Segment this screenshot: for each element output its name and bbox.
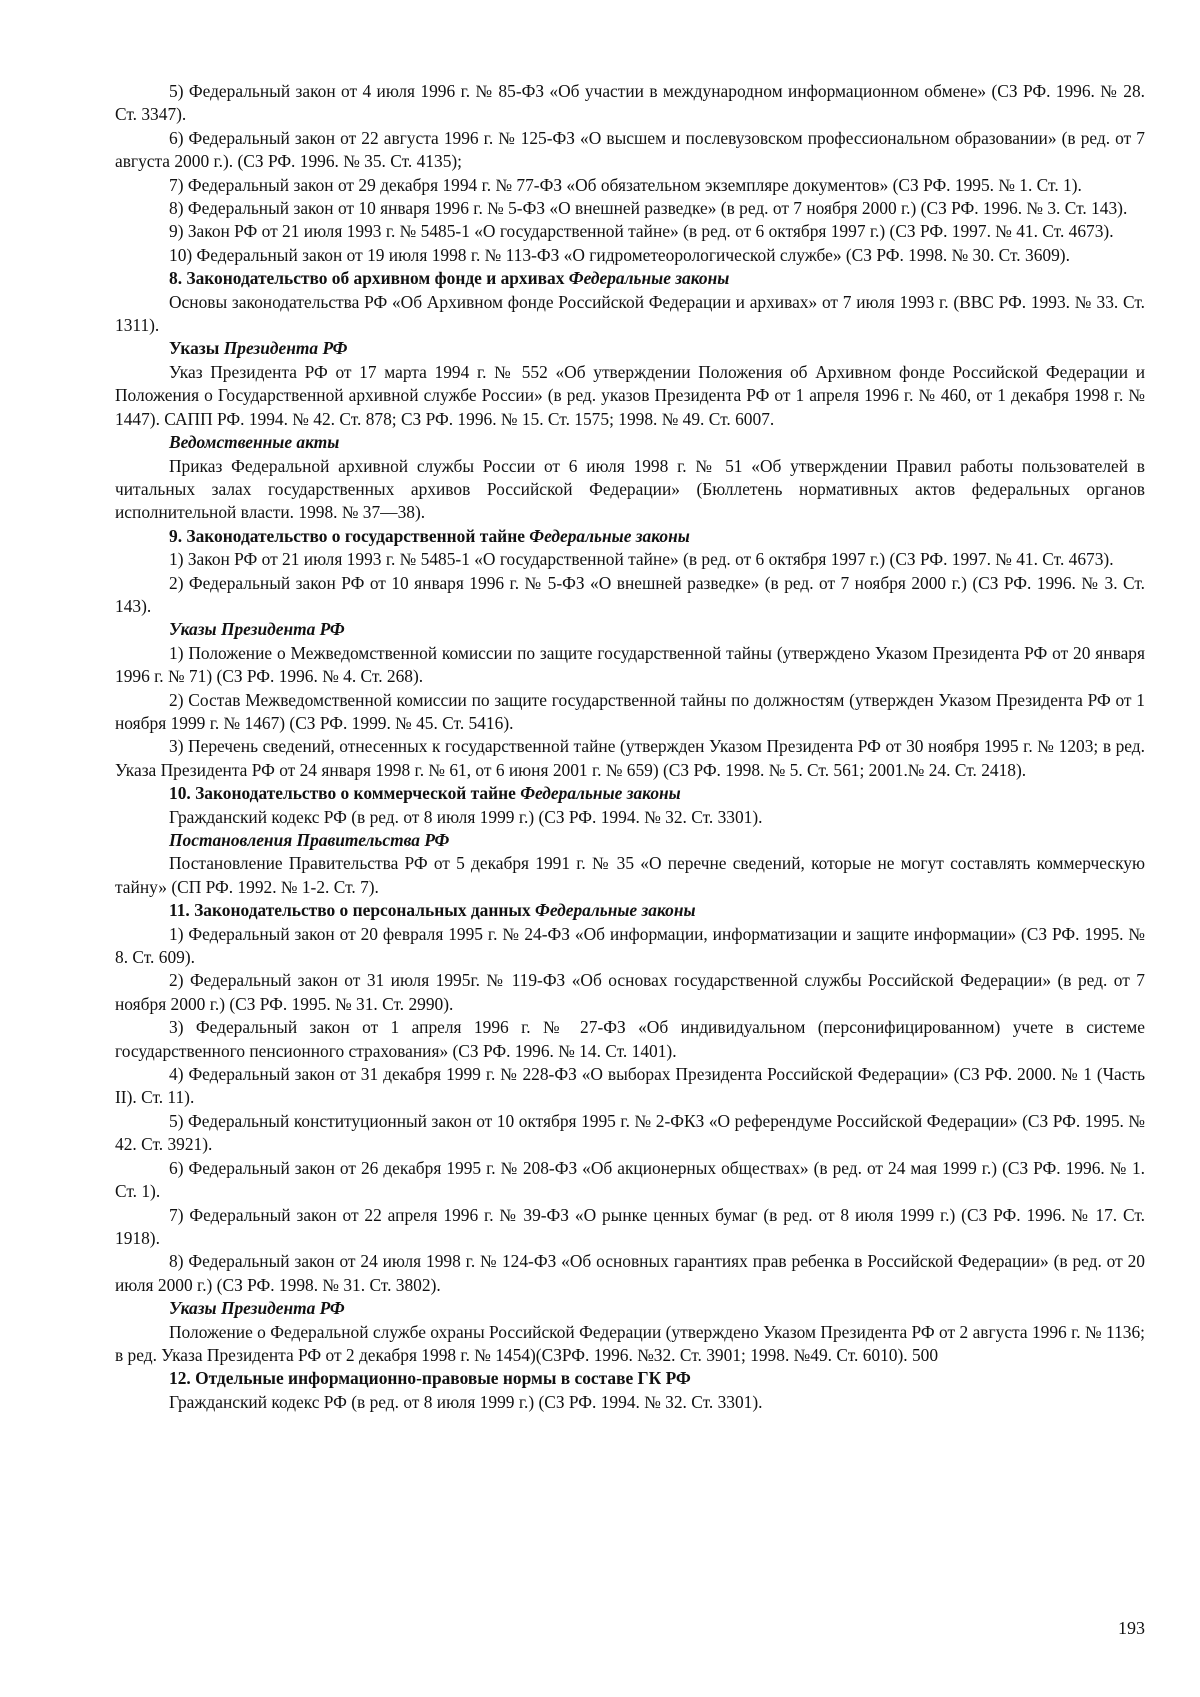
section-subtitle: Федеральные законы [520, 783, 681, 804]
section-title: 8. Законодательство об архивном фонде и архивах [169, 268, 565, 289]
section-title: 10. Законодательство о коммерческой тайне [169, 783, 516, 804]
subsection-heading: Указы Президента РФ [169, 1298, 345, 1319]
section-subtitle: Президента РФ [223, 338, 348, 359]
reference-item: 4) Федеральный закон от 31 декабря 1999 г. № 228-ФЗ «О выборах Президента Российской Федерации» (СЗ РФ. 2000. № 1 (Часть II). Ст. 11). [115, 1064, 1145, 1108]
reference-item: Постановление Правительства РФ от 5 декабря 1991 г. № 35 «О перечне сведений, которые не могут составлять коммерческую тайну» (СП РФ. 1992. № 1-2. Ст. 7). [115, 853, 1145, 897]
reference-item: 3) Федеральный закон от 1 апреля 1996 г. № 27-ФЗ «Об индивидуальном (персонифицированном) учете в системе государственного пенсионного страхования» (СЗ РФ. 1996. № 14. Ст. 1401). [115, 1017, 1145, 1061]
reference-item: 2) Состав Межведомственной комиссии по защите государственной тайны по должностям (утвержден Указом Президента РФ от 1 ноября 1999 г. № 1467) (СЗ РФ. 1999. № 45. Ст. 5416). [115, 689, 1145, 733]
reference-item: 2) Федеральный закон РФ от 10 января 1996 г. № 5-ФЗ «О внешней разведке» (в ред. от 7 ноября 2000 г.) (СЗ РФ. 1996. № 3. Ст. 143). [115, 572, 1145, 616]
section-title: 9. Законодательство о государственной тайне [169, 525, 525, 546]
reference-item: 6) Федеральный закон от 26 декабря 1995 г. № 208-ФЗ «Об акционерных обществах» (в ред. от 24 мая 1999 г.) (СЗ РФ. 1996. № 1. Ст. 1). [115, 1157, 1145, 1202]
reference-item: Положение о Федеральной службе охраны Российской Федерации (утверждено Указом Президента РФ от 2 августа 1996 г. № 1136; в ред. Указа Президента РФ от 2 декабря 1998 г. № 1454)(СЗРФ. 1996. №32. Ст. 3901; 1998. №49. Ст. 6010). 500 [115, 1321, 1145, 1365]
reference-item: 7) Федеральный закон от 29 декабря 1994 г. № 77-ФЗ «Об обязательном экземпляре документов» (СЗ РФ. 1995. № 1. Ст. 1). [169, 174, 1082, 195]
section-subtitle: Федеральные законы [535, 900, 696, 921]
reference-item: Гражданский кодекс РФ (в ред. от 8 июля 1999 г.) (СЗ РФ. 1994. № 32. Ст. 3301). [169, 1391, 763, 1412]
reference-item: Основы законодательства РФ «Об Архивном фонде Российской Федерации и архивах» от 7 июля 1993 г. (ВВС РФ. 1993. № 33. Ст. 1311). [115, 291, 1145, 336]
reference-item: 8) Федеральный закон от 24 июля 1998 г. № 124-ФЗ «Об основных гарантиях прав ребенка в Российской Федерации» (в ред. от 20 июля 2000 г.) (СЗ РФ. 1998. № 31. Ст. 3802). [115, 1251, 1145, 1295]
subsection-heading: Ведомственные акты [169, 432, 340, 453]
reference-item: Указ Президента РФ от 17 марта 1994 г. № 552 «Об утверждении Положения об Архивном фонде Российской Федерации и Положения о Государственной архивной службе России» (в ред. указов Президента РФ от 1 апреля 1996 г. № 460, от 1 декабря 1998 г. № 1447). САПП РФ. 1994. № 42. Ст. 878; СЗ РФ. 1996. № 15. Ст. 1575; 1998. № 49. Ст. 6007. [115, 361, 1145, 429]
subsection-heading: Указы Президента РФ [169, 619, 345, 640]
reference-item: Приказ Федеральной архивной службы России от 6 июля 1998 г. № 51 «Об утверждении Правил работы пользователей в читальных залах государственных архивов Российской Федерации» (Бюллетень нормативных актов федеральных органов исполнительной власти. 1998. № 37—38). [115, 455, 1145, 523]
section-title: 11. Законодательство о персональных данных [169, 900, 531, 921]
subsection-heading: Постановления Правительства РФ [169, 830, 450, 850]
reference-item: Гражданский кодекс РФ (в ред. от 8 июля 1999 г.) (СЗ РФ. 1994. № 32. Ст. 3301). [169, 806, 763, 827]
reference-item: 1) Закон РФ от 21 июля 1993 г. № 5485-1 «О государственной тайне» (в ред. от 6 октября 1997 г.) (СЗ РФ. 1997. № 41. Ст. 4673). [169, 549, 1114, 570]
reference-item: 2) Федеральный закон от 31 июля 1995г. № 119-ФЗ «Об основах государственной службы Российской Федерации» (в ред. от 7 ноября 2000 г.) (СЗ РФ. 1995. № 31. Ст. 2990). [115, 970, 1145, 1014]
reference-item: 1) Положение о Межведомственной комиссии по защите государственной тайны (утверждено Указом Президента РФ от 20 января 1996 г. № 71) (СЗ РФ. 1996. № 4. Ст. 268). [115, 642, 1145, 687]
section-heading [115, 337, 1145, 360]
section-heading [115, 267, 1145, 290]
document-body [115, 80, 1145, 1414]
reference-item: 1) Федеральный закон от 20 февраля 1995 г. № 24-ФЗ «Об информации, информатизации и защите информации» (СЗ РФ. 1995. № 8. Ст. 609). [115, 923, 1145, 968]
section-heading: 12. Отдельные информационно-правовые нормы в составе ГК РФ [169, 1368, 691, 1389]
section-heading [115, 782, 1145, 805]
reference-item: 3) Перечень сведений, отнесенных к государственной тайне (утвержден Указом Президента РФ от 30 ноября 1995 г. № 1203; в ред. Указа Президента РФ от 24 января 1998 г. № 61, от 6 июня 2001 г. № 659) (СЗ РФ. 1998. № 5. Ст. 561; 2001.№ 24. Ст. 2418). [115, 736, 1145, 780]
reference-item: 5) Федеральный закон от 4 июля 1996 г. № 85-ФЗ «Об участии в международном информационном обмене» (СЗ РФ. 1996. № 28. Ст. 3347). [115, 81, 1145, 125]
reference-item: 5) Федеральный конституционный закон от 10 октября 1995 г. № 2-ФКЗ «О референдуме Российской Федерации» (СЗ РФ. 1995. № 42. Ст. 3921). [115, 1110, 1145, 1155]
page-number: 193 [1118, 1618, 1145, 1638]
reference-item: 9) Закон РФ от 21 июля 1993 г. № 5485-1 «О государственной тайне» (в ред. от 6 октября 1997 г.) (СЗ РФ. 1997. № 41. Ст. 4673). [169, 221, 1114, 242]
section-heading [115, 899, 1145, 922]
reference-item: 8) Федеральный закон от 10 января 1996 г. № 5-ФЗ «О внешней разведке» (в ред. от 7 ноября 2000 г.) (СЗ РФ. 1996. № 3. Ст. 143). [169, 198, 1128, 219]
section-title: Указы [169, 338, 220, 359]
reference-item: 6) Федеральный закон от 22 августа 1996 г. № 125-ФЗ «О высшем и послевузовском профессиональном образовании» (в ред. от 7 августа 2000 г.). (СЗ РФ. 1996. № 35. Ст. 4135); [115, 127, 1145, 172]
section-subtitle: Федеральные законы [529, 525, 690, 546]
section-heading [115, 525, 1145, 548]
reference-item: 10) Федеральный закон от 19 июля 1998 г. № 113-ФЗ «О гидрометеорологической службе» (СЗ РФ. 1998. № 30. Ст. 3609). [169, 244, 1070, 265]
section-subtitle: Федеральные законы [568, 268, 730, 289]
reference-item: 7) Федеральный закон от 22 апреля 1996 г. № 39-ФЗ «О рынке ценных бумаг (в ред. от 8 июля 1999 г.) (СЗ РФ. 1996. № 17. Ст. 1918). [115, 1204, 1145, 1248]
